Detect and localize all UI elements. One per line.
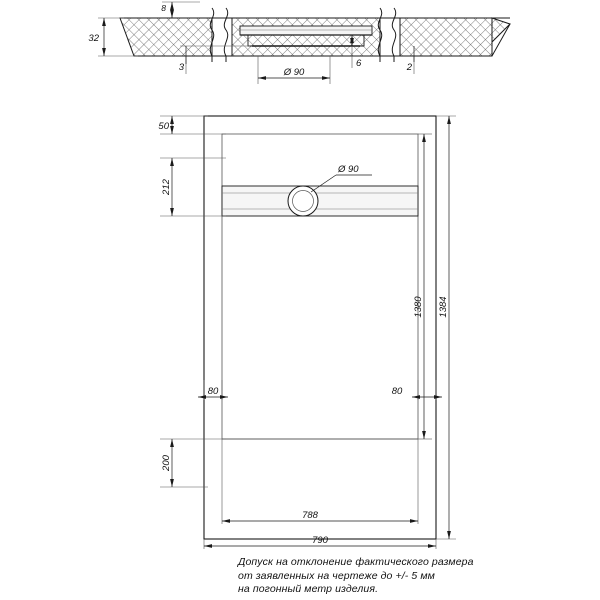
plan-dim-788: [222, 439, 418, 524]
plan-dim-1384: [436, 116, 456, 539]
sec-dim-32-label: 32: [88, 33, 99, 44]
sec-dim-2-label: 2: [406, 62, 412, 73]
plan-inner-outline: [222, 134, 418, 439]
plan-dim-1384-label: 1384: [438, 296, 449, 318]
plan-dim-200-label: 200: [161, 455, 172, 471]
sec-dim-8: [161, 2, 200, 18]
tolerance-note-line-1: Допуск на отклонение фактического размера: [238, 556, 474, 568]
plan-dim-1380: [413, 134, 432, 439]
plan-dim-200: [160, 439, 226, 487]
tolerance-note: [238, 556, 588, 597]
plan-dim-212: [160, 158, 226, 216]
sec-dim-6-label: 6: [356, 58, 362, 69]
tolerance-note-line-2: от заявленных на чертеже до +/- 5 мм: [238, 569, 435, 582]
plan-view: [158, 116, 456, 549]
plan-dim-1380-label: 1380: [413, 296, 424, 318]
plan-outer-outline: [204, 116, 436, 539]
sec-dim-d90: [258, 56, 330, 84]
plan-dim-212-label: 212: [161, 179, 172, 195]
cross-section-view: [88, 2, 510, 84]
sec-dim-d90-label: Ø 90: [283, 67, 305, 78]
section-hatched-body: [120, 18, 510, 56]
plan-dim-50-label: 50: [158, 121, 169, 132]
plan-dim-d90-label: Ø 90: [338, 164, 359, 175]
sec-dim-3-label: 3: [178, 62, 184, 73]
sec-dim-8-label: 8: [161, 3, 166, 13]
plan-dim-790-label: 790: [312, 535, 328, 546]
tolerance-note-line-3: на погонный метр изделия.: [238, 583, 379, 595]
plan-dim-50: [158, 116, 226, 134]
plan-dim-80-right: [392, 380, 442, 400]
plan-dim-788-label: 788: [302, 510, 318, 521]
plan-dim-790: [204, 535, 436, 549]
plan-dim-80-right-label: 80: [391, 386, 403, 397]
plan-drain-channel: [222, 186, 418, 216]
plan-dim-80-left: [198, 380, 228, 400]
plan-dim-80-left-label: 80: [207, 386, 219, 397]
